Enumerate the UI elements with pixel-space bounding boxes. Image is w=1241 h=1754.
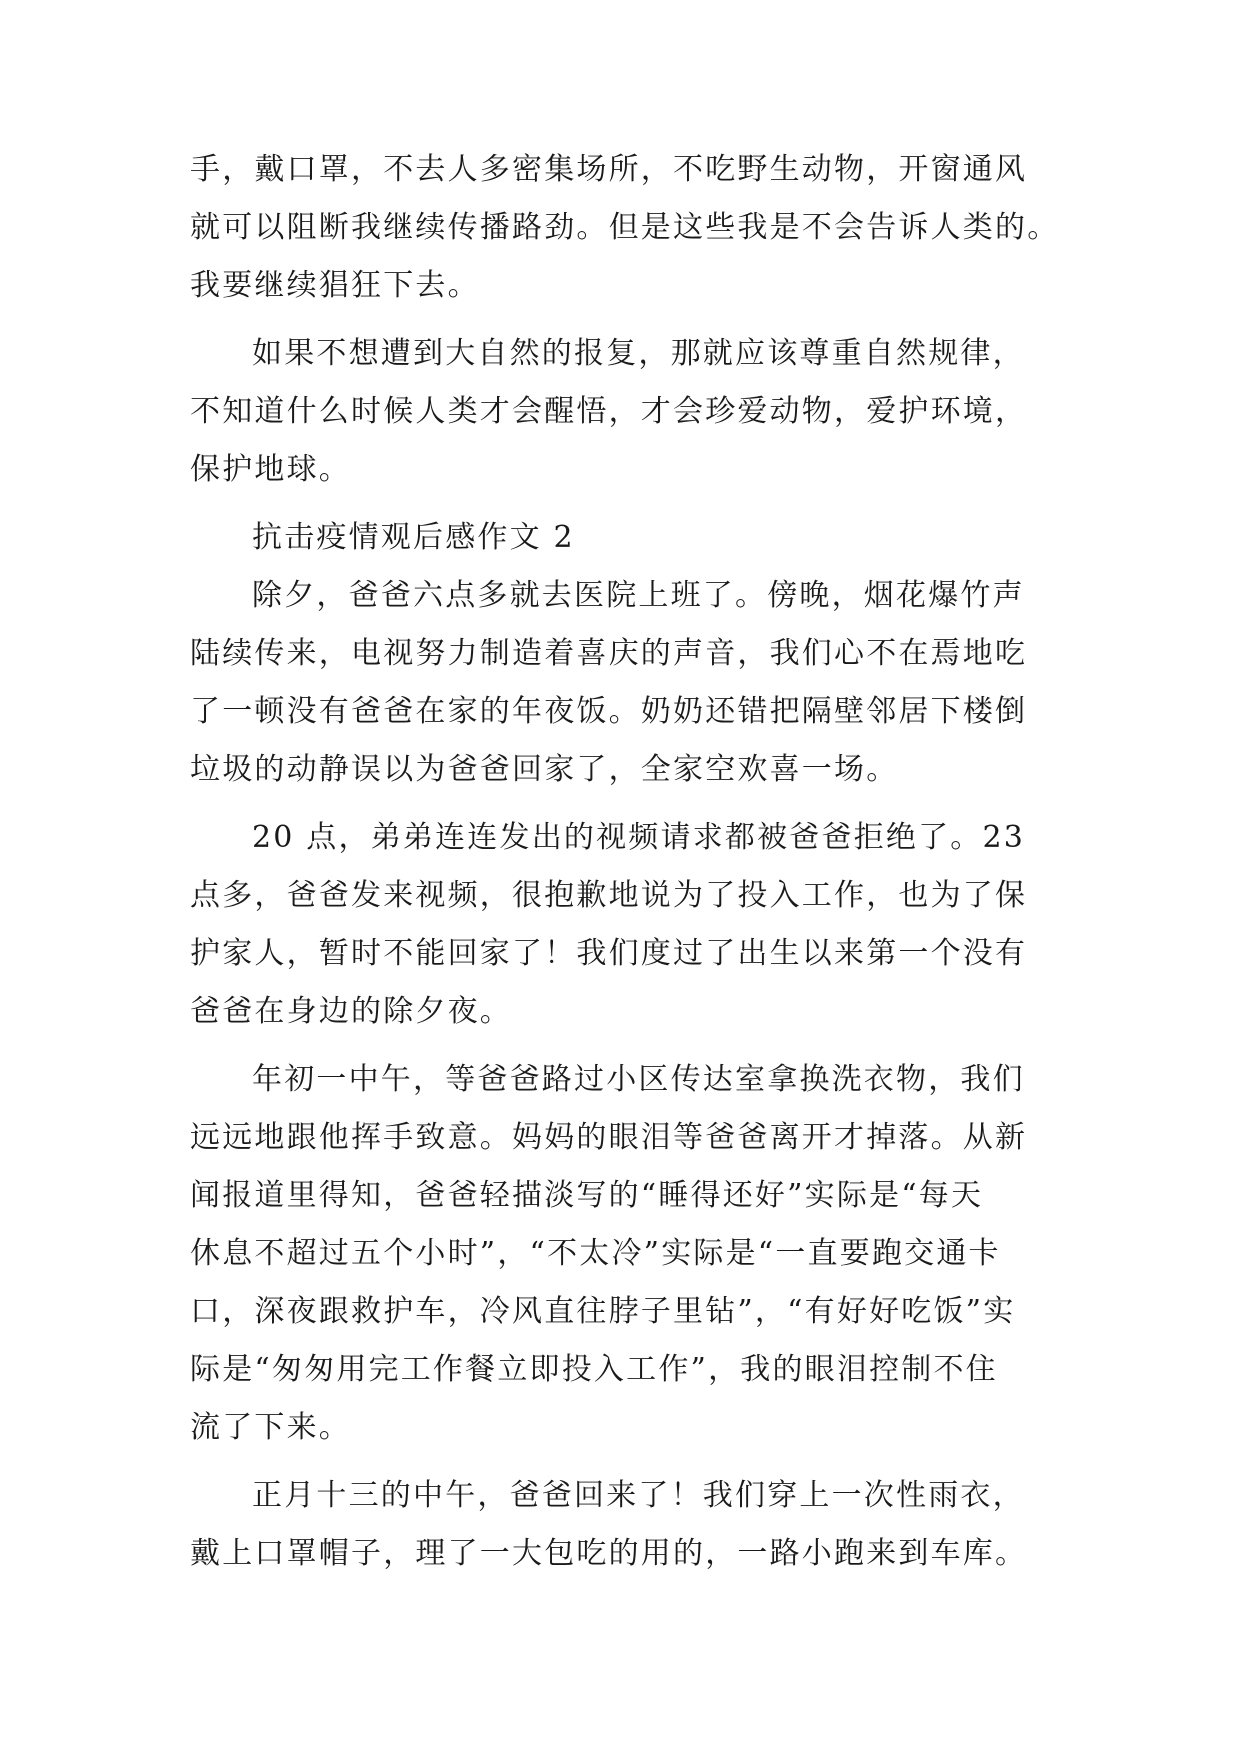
text-line: 戴上口罩帽子，理了一大包吃的用的，一路小跑来到车库。 — [190, 1536, 1028, 1571]
text-line: 点多，爸爸发来视频，很抱歉地说为了投入工作，也为了保 — [190, 878, 1028, 913]
text-line: 流了下来。 — [190, 1410, 351, 1445]
text-line: 不知道什么时候人类才会醒悟，才会珍爱动物，爱护环境， — [190, 394, 1028, 429]
text-line: 20 点，弟弟连连发出的视频请求都被爸爸拒绝了。23 — [252, 820, 1026, 855]
text-line: 了一顿没有爸爸在家的年夜饭。奶奶还错把隔壁邻居下楼倒 — [190, 694, 1028, 729]
text-line: 闻报道里得知，爸爸轻描淡写的“睡得还好”实际是“每天 — [190, 1178, 984, 1213]
section-heading: 抗击疫情观后感作文 2 — [252, 520, 575, 555]
text-line: 远远地跟他挥手致意。妈妈的眼泪等爸爸离开才掉落。从新 — [190, 1120, 1028, 1155]
text-line: 休息不超过五个小时”，“不太冷”实际是“一直要跑交通卡 — [190, 1236, 1001, 1271]
text-line: 际是“匆匆用完工作餐立即投入工作”，我的眼泪控制不住 — [190, 1352, 998, 1387]
text-line: 手，戴口罩，不去人多密集场所，不吃野生动物，开窗通风 — [190, 152, 1028, 187]
text-line: 正月十三的中午，爸爸回来了！我们穿上一次性雨衣， — [252, 1478, 1025, 1513]
text-line: 除夕，爸爸六点多就去医院上班了。傍晚，烟花爆竹声 — [252, 578, 1025, 613]
text-line: 垃圾的动静误以为爸爸回家了，全家空欢喜一场。 — [190, 752, 899, 787]
text-line: 保护地球。 — [190, 452, 351, 487]
text-line: 口，深夜跟救护车，冷风直往脖子里钻”，“有好好吃饭”实 — [190, 1294, 1016, 1329]
text-line: 爸爸在身边的除夕夜。 — [190, 994, 512, 1029]
text-line: 就可以阻断我继续传播路劲。但是这些我是不会告诉人类的。 — [190, 210, 1060, 245]
text-line: 如果不想遭到大自然的报复，那就应该尊重自然规律， — [252, 336, 1025, 371]
text-line: 陆续传来，电视努力制造着喜庆的声音，我们心不在焉地吃 — [190, 636, 1028, 671]
text-line: 我要继续猖狂下去。 — [190, 268, 480, 303]
text-line: 护家人，暂时不能回家了！我们度过了出生以来第一个没有 — [190, 936, 1028, 971]
text-line: 年初一中午，等爸爸路过小区传达室拿换洗衣物，我们 — [252, 1062, 1025, 1097]
